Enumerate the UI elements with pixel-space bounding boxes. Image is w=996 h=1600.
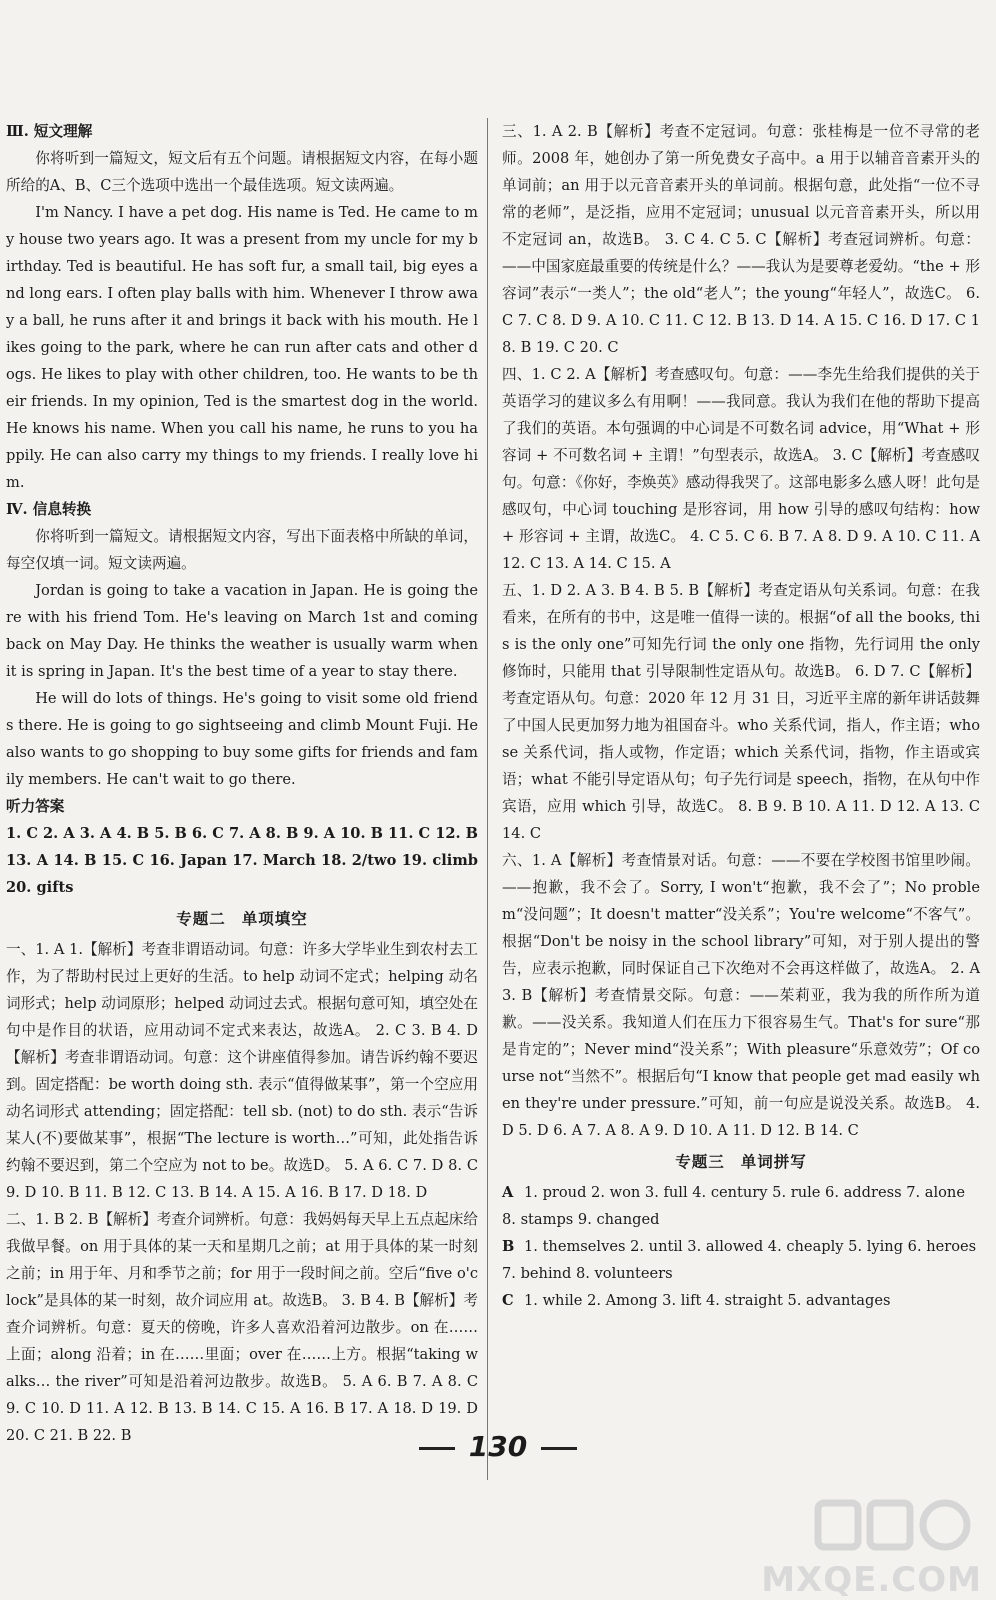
topic-3-heading (502, 1148, 980, 1175)
page-number-value: 130 (468, 1430, 528, 1463)
page-number (0, 1430, 996, 1463)
topic-2-number: 专题二 (176, 909, 226, 928)
column-divider (487, 118, 488, 1480)
listening-answers: 1. C 2. A 3. A 4. B 5. B 6. C 7. A 8. B 9. A 10. B 11. C 12. B 13. A 14. B 15. C 16. Japan 17. March 18. 2/two 19. climb 20. gifts (6, 825, 478, 896)
topic-2-part-2: 二、1. B 2. B【解析】考查介词辨析。句意：我妈妈每天早上五点起床给我做早餐。on 用于具体的某一天和星期几之前；at 用于具体的某一时刻之前；in 用于年、月和季节之前；for 用于一段时间之前。空后“five o'clock”是具体的某一时刻，故介词应用 at。故选B。 3. B 4. B【解析】考查介词辨析。句意：夏天的傍晚，许多人喜欢沿着河边散步。on 在……上面；along 沿着；in 在……里面；over 在……上方。根据“taking walks… the river”可知是沿着河边散步。故选B。 5. A 6. B 7. A 8. C 9. C 10. D 11. A 12. B 13. B 14. C 15. A 16. B 17. A 18. D 19. D 20. C 21. B 22. B (6, 1211, 478, 1444)
section-4-title: Ⅳ. 信息转换 (6, 501, 92, 518)
topic-3-name: 单词拼写 (740, 1152, 807, 1171)
spelling-group-a-line-1: 1. proud 2. won 3. full 4. century 5. rule 6. address 7. alone (524, 1184, 965, 1201)
spelling-group-c (502, 1287, 980, 1314)
section-4-paragraph-1: Jordan is going to take a vacation in Japan. He is going there with his friend Tom. He's leaving on March 1st and coming back on May Day. He thinks the weather is usually warm when it is spring in Japan. It's the best time of a year to stay there. (6, 582, 478, 680)
topic-2-name: 单项填空 (241, 909, 308, 928)
section-4-intro: 你将听到一篇短文。请根据短文内容，写出下面表格中所缺的单词，每空仅填一词。短文读两遍。 (6, 528, 478, 572)
left-column (6, 118, 478, 1449)
spelling-group-b-line-1: 1. themselves 2. until 3. allowed 4. cheaply 5. lying 6. heroes (524, 1238, 977, 1255)
section-3-title: Ⅲ. 短文理解 (6, 123, 93, 140)
watermark-text: MXQE.COM (761, 1560, 982, 1600)
spelling-group-a-line-2: 8. stamps 9. changed (502, 1211, 660, 1228)
spelling-group-a-label: A (502, 1184, 514, 1201)
section-3-intro: 你将听到一篇短文，短文后有五个问题。请根据短文内容，在每小题所给的A、B、C三个选项中选出一个最佳选项。短文读两遍。 (6, 150, 478, 194)
page-number-left-dash (419, 1447, 455, 1450)
spelling-group-b (502, 1233, 980, 1260)
topic-3-number: 专题三 (675, 1152, 725, 1171)
spelling-group-c-label: C (502, 1292, 514, 1309)
section-4-paragraph-2: He will do lots of things. He's going to visit some old friends there. He is going to go sightseeing and climb Mount Fuji. He also wants to go shopping to buy some gifts for friends and family members. He can't wait to go there. (6, 690, 478, 788)
topic-2-heading (6, 905, 478, 932)
topic-2-part-5: 五、1. D 2. A 3. B 4. B 5. B【解析】考查定语从句关系词。句意：在我看来，在所有的书中，这是唯一值得一读的。根据“of all the books, this is the only one”可知先行词 the only one 指物，先行词用 the only 修饰时，只能用 that 引导限制性定语从句。故选B。 6. D 7. C【解析】考查定语从句。句意：2020 年 12 月 31 日，习近平主席的新年讲话鼓舞了中国人民更加努力地为祖国奋斗。who 关系代词，指人，作主语；whose 关系代词，指人或物，作定语；which 关系代词，指物，作主语或宾语；what 不能引导定语从句；句子先行词是 speech，指物，在从句中作宾语，应用 which 引导，故选C。 8. B 9. B 10. A 11. D 12. A 13. C 14. C (502, 582, 980, 842)
spelling-group-b-label: B (502, 1238, 515, 1255)
topic-2-part-4: 四、1. C 2. A【解析】考查感叹句。句意：——李先生给我们提供的关于英语学习的建议多么有用啊！——我同意。我认为我们在他的帮助下提高了我们的英语。本句强调的中心词是不可数名词 advice，用“What + 形容词 + 不可数名词 + 主谓！”句型表示，故选A。 3. C【解析】考查感叹句。句意：《你好，李焕英》感动得我哭了。这部电影多么感人呀！此句是感叹句，中心词 touching 是形容词，用 how 引导的感叹句结构：how + 形容词 + 主谓，故选C。 4. C 5. C 6. B 7. A 8. D 9. A 10. C 11. A 12. C 13. A 14. C 15. A (502, 366, 980, 572)
listening-answers-title: 听力答案 (6, 798, 65, 815)
spelling-group-b-line-2: 7. behind 8. volunteers (502, 1265, 673, 1282)
spelling-group-c-line-1: 1. while 2. Among 3. lift 4. straight 5. advantages (524, 1292, 891, 1309)
right-column (502, 118, 980, 1314)
topic-2-part-1: 一、1. A 1.【解析】考查非谓语动词。句意：许多大学毕业生到农村去工作，为了帮助村民过上更好的生活。to help 动词不定式；helping 动名词形式；help 动词原形；helped 动词过去式。根据句意可知，填空处在句中是作目的状语，应用动词不定式来表达，故选A。 2. C 3. B 4. D【解析】考查非谓语动词。句意：这个讲座值得参加。请告诉约翰不要迟到。固定搭配：be worth doing sth. 表示“值得做某事”，第一个空应用动名词形式 attending；固定搭配：tell sb. (not) to do sth. 表示“告诉某人(不)要做某事”，根据“The lecture is worth…”可知，此处指告诉约翰不要迟到，第二个空应为 not to be。故选D。 5. A 6. C 7. D 8. C 9. D 10. B 11. B 12. C 13. B 14. A 15. A 16. B 17. D 18. D (6, 941, 478, 1201)
topic-2-part-6: 六、1. A【解析】考查情景对话。句意：——不要在学校图书馆里吵闹。——抱歉，我不会了。Sorry, I won't“抱歉，我不会了”；No problem“没问题”；It doesn't matter“没关系”；You're welcome“不客气”。根据“Don't be noisy in the school library”可知，对于别人提出的警告，应表示抱歉，同时保证自己下次绝对不会再这样做了，故选A。 2. A 3. B【解析】考查情景交际。句意：——茱莉亚，我为我的所作所为道歉。——没关系。我知道人们在压力下很容易生气。That's for sure“那是肯定的”；Never mind“没关系”；With pleasure“乐意效劳”；Of course not“当然不”。根据后句“I know that people get mad easily when they're under pressure.”可知，前一句应是说没关系。故选B。 4. D 5. D 6. A 7. A 8. A 9. D 10. A 11. D 12. B 14. C (502, 852, 980, 1139)
spelling-group-a (502, 1179, 980, 1206)
topic-2-part-3: 三、1. A 2. B【解析】考查不定冠词。句意：张桂梅是一位不寻常的老师。2008 年，她创办了第一所免费女子高中。a 用于以辅音音素开头的单词前；an 用于以元音音素开头的单词前。根据句意，此处指“一位不寻常的老师”，是泛指，应用不定冠词；unusual 以元音音素开头，所以用不定冠词 an，故选B。 3. C 4. C 5. C【解析】考查冠词辨析。句意：——中国家庭最重要的传统是什么？——我认为是要尊老爱幼。“the + 形容词”表示“一类人”；the old“老人”；the young“年轻人”，故选C。 6. C 7. C 8. D 9. A 10. C 11. C 12. B 13. D 14. A 15. C 16. D 17. C 18. B 19. C 20. C (502, 123, 980, 356)
section-3-passage: I'm Nancy. I have a pet dog. His name is Ted. He came to my house two years ago. It was a present from my uncle for my birthday. Ted is beautiful. He has soft fur, a small tail, big eyes and long ears. I often play balls with him. Whenever I throw away a ball, he runs after it and brings it back with his mouth. He likes going to the park, where he can run after cats and other dogs. He likes to play with other children, too. He wants to be their friends. In my opinion, Ted is the smartest dog in the world. He knows his name. When you call his name, he runs to you happily. He can also carry my things to my friends. I really love him. (6, 204, 478, 491)
page-number-right-dash (541, 1447, 577, 1450)
